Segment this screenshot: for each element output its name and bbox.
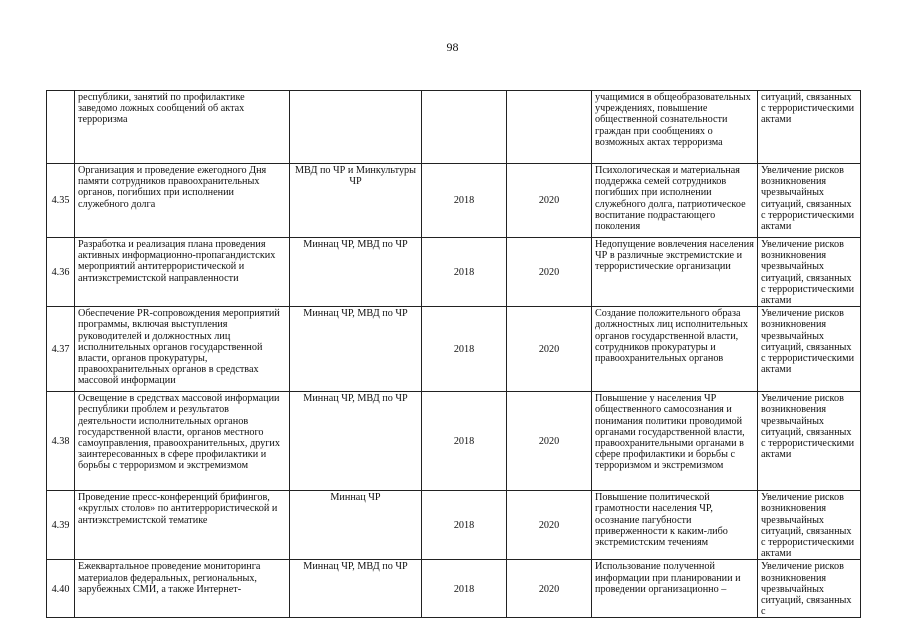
start-year-cell: [422, 91, 507, 164]
activity-cell: Ежеквартальное проведение мониторинга материалов федеральных, региональных, зарубежных СМИ, а также Интернет-: [75, 560, 290, 618]
result-cell: Создание положительного образа должностных лиц исполнительных органов государственной власти, сотрудников прокуратуры и правоохранительных органов: [592, 307, 758, 392]
result-cell: Повышение у населения ЧР общественного самосознания и понимания политики проводимой органами государственной власти, правоохранительными органами в сфере профилактики и борьбы с терроризмом и экстремизмом: [592, 392, 758, 491]
risk-cell: ситуаций, связанных с террористическими актами: [758, 91, 861, 164]
row-number: 4.39: [47, 491, 75, 560]
executor-cell: Миннац ЧР, МВД по ЧР: [290, 392, 422, 491]
start-year-cell: 2018: [422, 238, 507, 307]
table-row: [47, 491, 861, 560]
program-activities-table: [46, 90, 861, 618]
row-number: 4.40: [47, 560, 75, 618]
start-year-cell: 2018: [422, 491, 507, 560]
table-row: [47, 164, 861, 238]
end-year-cell: 2020: [507, 238, 592, 307]
executor-cell: Миннац ЧР, МВД по ЧР: [290, 238, 422, 307]
risk-cell: Увеличение рисков возникновения чрезвычайных ситуаций, связанных с террористическими актами: [758, 238, 861, 307]
end-year-cell: 2020: [507, 560, 592, 618]
start-year-cell: 2018: [422, 164, 507, 238]
activity-cell: Разработка и реализация плана проведения активных информационно-пропагандистских мероприятий антитеррористической и антиэкстремистской направленности: [75, 238, 290, 307]
end-year-cell: 2020: [507, 164, 592, 238]
table-row: [47, 392, 861, 491]
executor-cell: Миннац ЧР, МВД по ЧР: [290, 307, 422, 392]
activity-cell: Обеспечение PR-сопровождения мероприятий программы, включая выступления руководителей и должностных лиц исполнительных органов государственной власти, органов прокуратуры, правоохранительных органов в средствах массовой информации: [75, 307, 290, 392]
risk-cell: Увеличение рисков возникновения чрезвычайных ситуаций, связанных с террористическими актами: [758, 392, 861, 491]
executor-cell: Миннац ЧР: [290, 491, 422, 560]
result-cell: Недопущение вовлечения населения ЧР в различные экстремистские и террористические организации: [592, 238, 758, 307]
activity-cell: Организация и проведение ежегодного Дня памяти сотрудников правоохранительных органов, погибших при исполнении служебного долга: [75, 164, 290, 238]
end-year-cell: 2020: [507, 307, 592, 392]
start-year-cell: 2018: [422, 307, 507, 392]
table-row: [47, 91, 861, 164]
table-row: [47, 238, 861, 307]
row-number: 4.36: [47, 238, 75, 307]
start-year-cell: 2018: [422, 560, 507, 618]
risk-cell: Увеличение рисков возникновения чрезвычайных ситуаций, связанных с: [758, 560, 861, 618]
result-cell: Психологическая и материальная поддержка семей сотрудников погибших при исполнении служебного долга, патриотическое воспитание подрастающего поколения: [592, 164, 758, 238]
row-number: 4.37: [47, 307, 75, 392]
row-number: 4.38: [47, 392, 75, 491]
activity-cell: республики, занятий по профилактике заведомо ложных сообщений об актах терроризма: [75, 91, 290, 164]
risk-cell: Увеличение рисков возникновения чрезвычайных ситуаций, связанных с террористическими актами: [758, 491, 861, 560]
table-row: [47, 560, 861, 618]
page-number: 98: [446, 40, 459, 54]
risk-cell: Увеличение рисков возникновения чрезвычайных ситуаций, связанных с террористическими актами: [758, 164, 861, 238]
end-year-cell: 2020: [507, 491, 592, 560]
executor-cell: [290, 91, 422, 164]
result-cell: Повышение политической грамотности населения ЧР, осознание пагубности приверженности к каким-либо экстремистским течениям: [592, 491, 758, 560]
result-cell: Использование полученной информации при планировании и проведении организационно –: [592, 560, 758, 618]
activity-cell: Освещение в средствах массовой информации республики проблем и результатов деятельности исполнительных органов государственной власти, органов местного самоуправления, правоохранительных, других заинтересованных в сфере профилактики и борьбы с терроризмом и экстремизмом: [75, 392, 290, 491]
row-number: 4.35: [47, 164, 75, 238]
executor-cell: МВД по ЧР и Минкультуры ЧР: [290, 164, 422, 238]
executor-cell: Миннац ЧР, МВД по ЧР: [290, 560, 422, 618]
table-row: [47, 307, 861, 392]
row-number: [47, 91, 75, 164]
result-cell: учащимися в общеобразовательных учреждениях, повышение общественной сознательности граждан при сообщениях о возможных актах терроризма: [592, 91, 758, 164]
start-year-cell: 2018: [422, 392, 507, 491]
risk-cell: Увеличение рисков возникновения чрезвычайных ситуаций, связанных с террористическими актами: [758, 307, 861, 392]
activity-cell: Проведение пресс-конференций брифингов, «круглых столов» по антитеррористической и антиэкстремистской тематике: [75, 491, 290, 560]
end-year-cell: [507, 91, 592, 164]
end-year-cell: 2020: [507, 392, 592, 491]
